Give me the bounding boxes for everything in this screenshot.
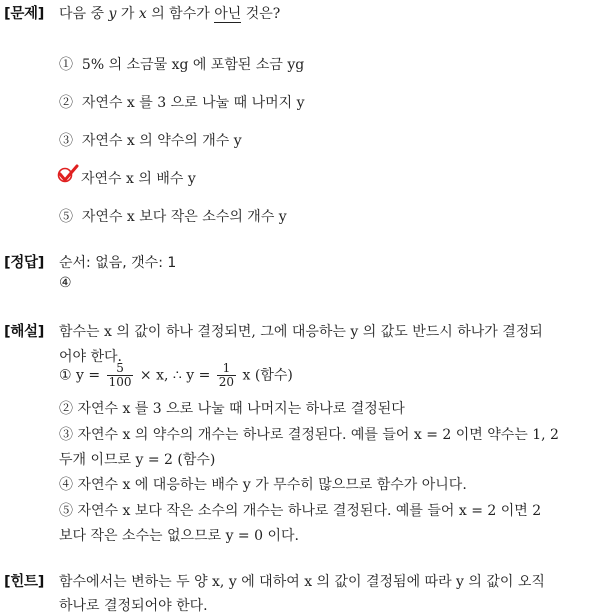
explanation-intro-2: 어야 한다. xyxy=(59,349,122,365)
explanation-2: ② 자연수 x 를 3 으로 나눌 때 나머지는 하나로 결정된다 xyxy=(59,401,405,417)
problem-question: 다음 중 y 가 x 의 함수가 아닌 것은? xyxy=(59,6,281,22)
explanation-1: ① y = $\frac{5}{100}$ × x, ∴ y = $\frac{1}{20}$ x (함수) xyxy=(59,361,293,389)
answer-line2: ④ xyxy=(59,275,72,291)
hint-line-2: 하나로 결정되어야 한다. xyxy=(59,598,208,614)
option-4[interactable]: 자연수 x 의 배수 y xyxy=(81,171,196,187)
option-5[interactable]: ⑤ 자연수 x 보다 작은 소수의 개수 y xyxy=(59,209,287,225)
problem-label: [문제] xyxy=(4,6,45,22)
answer-label: [정답] xyxy=(4,255,45,271)
explanation-3b: 두개 이므로 y = 2 (함수) xyxy=(59,452,216,468)
fraction-5-100: $\frac{5}{100}$ xyxy=(108,361,132,389)
underlined-word: 아닌 xyxy=(214,6,242,22)
explanation-3a: ③ 자연수 x 의 약수의 개수는 하나로 결정된다. 예를 들어 x = 2 이면 약수는 1, 2 xyxy=(59,427,559,443)
option-3[interactable]: ③ 자연수 x 의 약수의 개수 y xyxy=(59,133,242,149)
hint-label: [힌트] xyxy=(4,574,45,590)
hint-line-1: 함수에서는 변하는 두 양 x, y 에 대하여 x 의 값이 결정됨에 따라 y 의 값이 오직 xyxy=(59,574,545,590)
answer-line1: 순서: 없음, 갯수: 1 xyxy=(59,255,177,271)
explanation-4: ④ 자연수 x 에 대응하는 배수 y 가 무수히 많으므로 함수가 아니다. xyxy=(59,477,467,493)
explanation-5a: ⑤ 자연수 x 보다 작은 소수의 개수는 하나로 결정된다. 예를 들어 x = 2 이면 2 xyxy=(59,503,542,519)
explanation-5b: 보다 작은 소수는 없으므로 y = 0 이다. xyxy=(59,528,299,544)
explanation-intro-1: 함수는 x 의 값이 하나 결정되면, 그에 대응하는 y 의 값도 반드시 하나가 결정되 xyxy=(59,324,543,340)
explanation-label: [해설] xyxy=(4,324,45,340)
red-checkmark-icon xyxy=(57,164,79,184)
option-2[interactable]: ② 자연수 x 를 3 으로 나눌 때 나머지 y xyxy=(59,95,305,111)
option-1[interactable]: ① 5% 의 소금물 xg 에 포함된 소금 yg xyxy=(59,57,305,73)
fraction-1-20: $\frac{1}{20}$ xyxy=(218,361,235,389)
